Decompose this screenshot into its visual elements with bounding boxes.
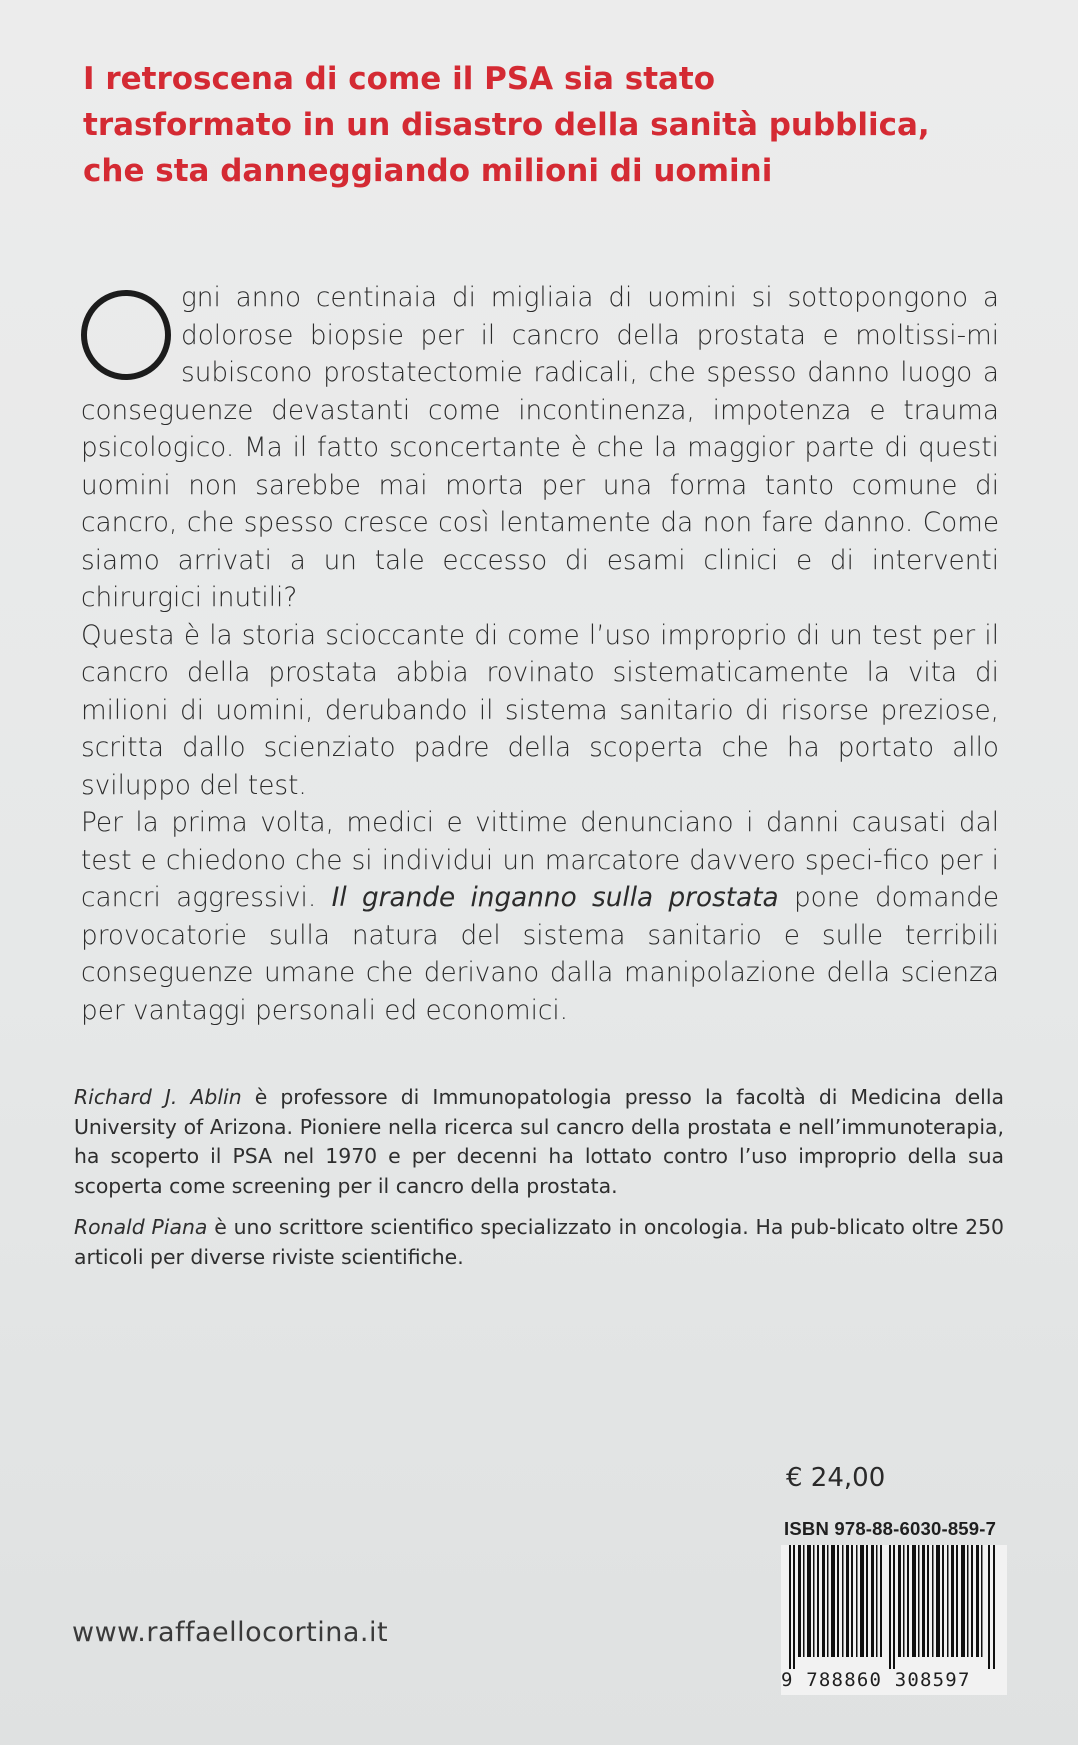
author-bios (74, 1083, 1004, 1284)
blurb (81, 280, 999, 1030)
headline-line-2: trasformato in un disastro della sanità pubblica, (83, 107, 930, 143)
price: € 24,00 (786, 1463, 886, 1493)
blurb-paragraph-3-end: pone domande provocatorie sulla natura del sistema sanitario e sulle terribili conseguenze umane che derivano dalla manipolazione della scienza per vantaggi personali ed economici. (81, 883, 1000, 1026)
author-name-piana: Ronald Piana (74, 1215, 208, 1239)
author-bio-ablin (74, 1083, 1004, 1201)
blurb-paragraph-1-text: gni anno centinaia di migliaia di uomini si sottopongono a dolorose biopsie per il cancro della prostata e moltissi-mi subiscono prostatectomie radicali, che spesso danno luogo a conseguenze devastanti come incontinenza, impotenza e trauma psicologico. Ma il fatto sconcertante è che la maggior parte di questi uomini non sarebbe mai morta per una forma tanto comune di cancro, che spesso cresce così lentamente da non fare danno. Come siamo arrivati a un tale eccesso di esami clinici e di interventi chirurgici inutili? (81, 283, 999, 613)
headline-line-1: I retroscena di come il PSA sia stato (83, 61, 716, 97)
blurb-paragraph-1 (81, 280, 999, 618)
blurb-paragraph-3 (81, 805, 999, 1030)
publisher-website[interactable]: www.raffaellocortina.it (72, 1617, 389, 1648)
blurb-paragraph-2: Questa è la storia scioccante di come l’uso improprio di un test per il cancro della prostata abbia rovinato sistematicamente la vita di milioni di uomini, derubando il sistema sanitario di risorse preziose, scritta dallo scienziato padre della scoperta che ha portato allo sviluppo del test. (81, 620, 999, 801)
drop-cap-o (81, 290, 171, 380)
author-bio-ablin-text: è professore di Immunopatologia presso la facoltà di Medicina della University of Arizona. Pioniere nella ricerca sul cancro della prostata e nell’immunoterapia, ha scoperto il PSA nel 1970 e per decenni ha lottato contro l’uso improprio della sua scoperta come screening per il cancro della prostata. (74, 1085, 1004, 1198)
barcode (781, 1545, 1007, 1695)
headline (83, 56, 1013, 194)
author-bio-piana-text: è uno scrittore scientifico specializzato in oncologia. Ha pub-blicato oltre 250 articoli per diverse riviste scientifiche. (74, 1215, 1005, 1269)
blurb-paragraph-3-start: Per la prima volta, medici e vittime denunciano i danni causati dal test e chiedono che si individui un marcatore davvero speci-fico per i cancri aggressivi. (81, 808, 999, 913)
isbn: ISBN 978-88-6030-859-7 (784, 1518, 997, 1539)
author-bio-piana (74, 1213, 1004, 1272)
book-title: Il grande inganno sulla prostata (331, 883, 779, 913)
barcode-number: 9 788860 308597 (781, 1669, 971, 1691)
author-name-ablin: Richard J. Ablin (74, 1085, 242, 1109)
headline-line-3: che sta danneggiando milioni di uomini (83, 153, 773, 189)
barcode-bars (789, 1545, 999, 1669)
